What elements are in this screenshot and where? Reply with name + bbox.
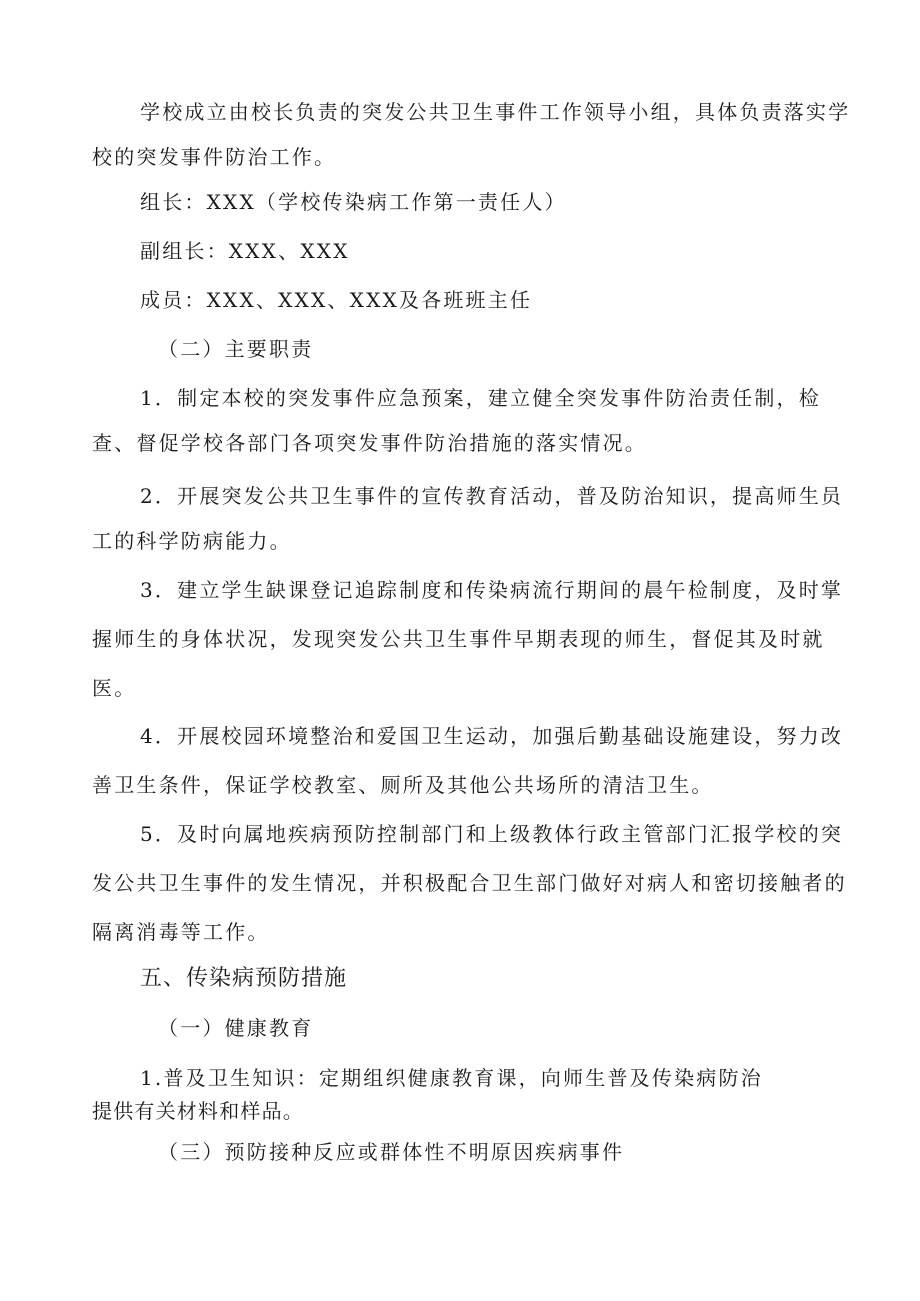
- list-item-line: 发公共卫生事件的发生情况，并积极配合卫生部门做好对病人和密切接触者的: [92, 871, 847, 895]
- list-item-line: 1.普及卫生知识：定期组织健康教育课，向师生普及传染病防治: [140, 1066, 763, 1090]
- subsection-heading: （三）预防接种反应或群体性不明原因疾病事件: [158, 1140, 625, 1164]
- list-item-line: 1．制定本校的突发事件应急预案，建立健全突发事件防治责任制，检: [140, 386, 821, 410]
- list-item-line: 隔离消毒等工作。: [92, 920, 270, 944]
- list-item-line: 医。: [92, 676, 137, 700]
- list-item-line: 善卫生条件，保证学校教室、厕所及其他公共场所的清洁卫生。: [92, 773, 714, 797]
- paragraph-line: 校的突发事件防治工作。: [92, 145, 337, 169]
- subsection-heading: （一）健康教育: [158, 1016, 314, 1040]
- section-heading: 五、传染病预防措施: [140, 966, 348, 991]
- list-item-line: 2．开展突发公共卫生事件的宣传教育活动，普及防治知识，提高师生员: [140, 484, 844, 508]
- list-item-line: 5．及时向属地疾病预防控制部门和上级教体行政主管部门汇报学校的突: [140, 822, 844, 846]
- subsection-heading: （二）主要职责: [158, 337, 314, 361]
- list-item-line: 工的科学防病能力。: [92, 529, 292, 553]
- deputy-leader-line: 副组长：XXX、XXX: [140, 239, 350, 263]
- list-item-line: 4．开展校园环境整治和爱国卫生运动，加强后勤基础设施建设，努力改: [140, 724, 844, 748]
- list-item-line: 提供有关材料和样品。: [92, 1099, 304, 1123]
- list-item-line: 3．建立学生缺课登记追踪制度和传染病流行期间的晨午检制度，及时掌: [140, 578, 844, 602]
- paragraph-line: 学校成立由校长负责的突发公共卫生事件工作领导小组，具体负责落实学: [140, 100, 851, 124]
- list-item-line: 查、督促学校各部门各项突发事件防治措施的落实情况。: [92, 431, 647, 455]
- members-line: 成员：XXX、XXX、XXX及各班班主任: [140, 288, 533, 312]
- group-leader-line: 组长：XXX（学校传染病工作第一责任人）: [140, 190, 567, 214]
- list-item-line: 握师生的身体状况，发现突发公共卫生事件早期表现的师生，督促其及时就: [92, 627, 825, 651]
